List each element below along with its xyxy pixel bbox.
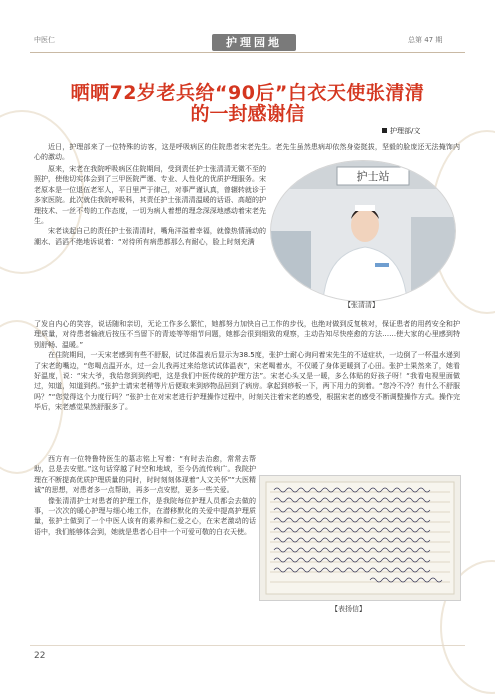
article-title-line-1: 晒晒72岁老兵给“90后”白衣天使张清清 [70, 82, 425, 104]
byline-bullet [382, 128, 387, 133]
column-beside-photo [34, 164, 266, 247]
column-beside-letter [34, 454, 256, 537]
paragraph-1: 近日，护理部来了一位特殊的访客，这是呼吸病区的住院患者宋老先生。老先生虽然患病却依然身姿挺拔，坚毅的脸庞还无法掩饰内心的激动。 [34, 143, 460, 162]
paragraph-2: 原来，宋老在我院呼吸病区住院期间，受到责任护士张清清无微不至的照护，使他切实体会到了三甲医院严谨、专业、人性化的优质护理服务。宋老原本是一位退伍老军人，平日里严于律己，对事严谨认真，曾辗转就诊于多家医院。此次就住我院呼吸科，其责任护士张清清温暖的话语、高超的护理技术、一丝不苟的工作态度，一切为病人着想的理念深深地感动着宋老先生。 [34, 165, 266, 226]
paragraph-6: 像张清清护士对患者的护理工作，是我院每位护理人员都会去做的事，一次次的暖心护理与细心地工作，在潜移默化的关爱中提高护理质量，张护士做到了一个中医人该有的素养和仁爱之心，在宋老激动的话语中，我们能够体会到，她就是患者心目中一个可爱可敬的白衣天使。 [34, 496, 256, 536]
photo-caption: 【张清清】 [344, 301, 379, 309]
header-divider [30, 52, 465, 53]
byline [382, 126, 420, 136]
page-header [0, 0, 495, 49]
magazine-brand: 中医仁 [34, 36, 55, 44]
paragraph-intro [34, 142, 460, 163]
column-banner: 护理园地 [212, 34, 296, 51]
footer-divider [30, 645, 465, 646]
issue-number: 总第 47 期 [408, 36, 443, 44]
paragraph-3-end: 了发自内心的笑容，说话随和亲切，无论工作多么繁忙，她都努力加快自己工作的步伐，也绝对做到反复核对，保证患者的用药安全和护理质量，对待患者输液后按压不当留下的青迹等等细节问题，她都会很到细致的观察，主动告知尽快痊愈的方法……使大家的心里感到特别舒畅、温暖。” [34, 320, 460, 349]
handwritten-letter-illustration [260, 476, 460, 600]
paragraph-3-start: 宋老谈起自己的责任护士张清清时，嘴角洋溢着幸福，就像热情涌动的潮水、滔滔不绝地诉说着：“对待所有病患都那么有耐心，脸上时刻充满 [34, 227, 266, 246]
nurse-photo [270, 160, 456, 302]
thank-you-letter-photo [259, 475, 461, 601]
nurse-station-sign: 护士站 [356, 170, 390, 183]
page-number: 22 [34, 651, 46, 661]
byline-text: 护理部/文 [390, 127, 421, 135]
paragraph-5: 西方有一位特鲁特医生的墓志铭上写着：“有时去治愈，常常去帮助，总是去安慰。”这句话穿越了时空和地域，至今仍流传病广。我院护理在不断提高优质护理质量的同时，时时刻刻体现着“人文关怀”“大医精诚”的思想，对患者多一点帮助，再多一点安慰，更多一些关爱。 [34, 455, 256, 495]
column-full-width [34, 319, 460, 413]
letter-caption: 【表扬信】 [331, 605, 366, 613]
paragraph-4: 在住院期间，一天宋老感到有些不舒服，试过体温表后显示为38.5度，张护士耐心询问着宋先生的不适症状，一边倒了一杯温水递到了宋老的嘴边，“您喝点温开水，过一会儿我再过来给您试试体温表”，宋老喝着水，不仅暖了身体更暖到了心田。张护士果然来了，她看好温度，说：“宋大爷，我给您到到药吧，这是我们中医传统的护理方法”。宋老心头又是一暖，多么体贴的好孩子呀！“我看电视里面做过，知道，知道到药。”张护士请宋老稍等片后便取来到痧物品回到了病房。拿起到痧板一下，两下用力的到着。“您冷不冷？有什么不舒服吗？”“您觉得这个力度行吗？”张护士在对宋老进行护理操作过程中，时刻关注着宋老的感受，根据宋老的感受不断调整操作方式。操作完毕后，宋老感觉果然舒服多了。 [34, 351, 460, 412]
article-title-line-2: 的一封感谢信 [190, 103, 305, 125]
nurse-photo-illustration [271, 161, 455, 301]
